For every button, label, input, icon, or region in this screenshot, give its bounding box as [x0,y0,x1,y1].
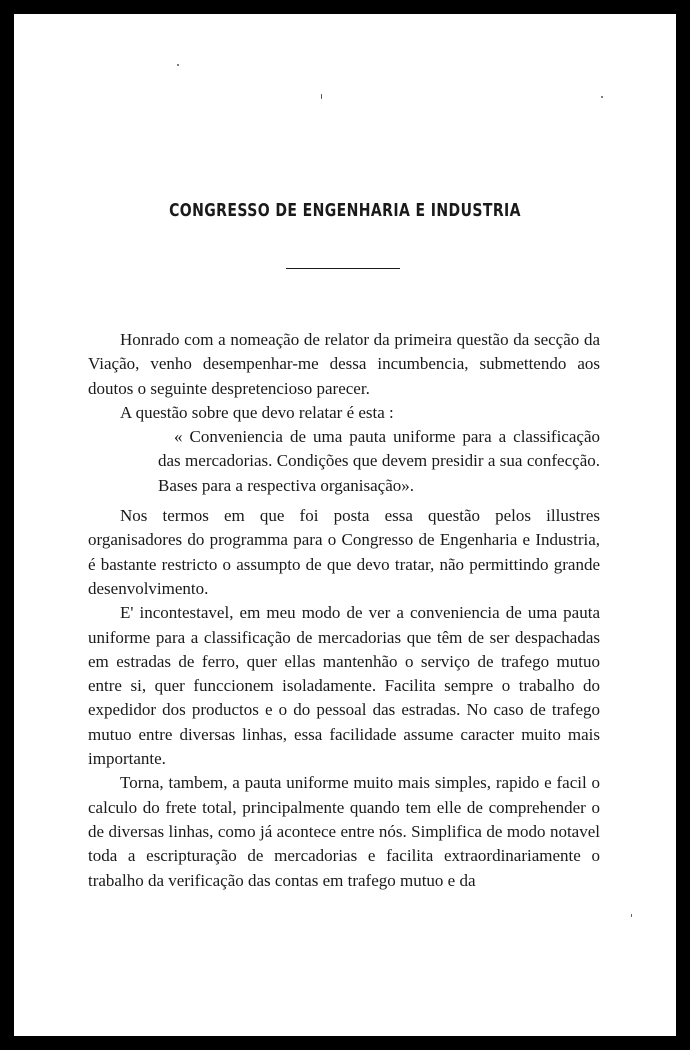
print-speck [601,96,603,98]
paragraph: Nos termos em que foi posta essa questão pelos illustres organisadores do programma para o Congresso de Engenharia e Industria, é bastante restricto o assumpto de que devo tratar, não permittindo grande desenvolvimento. [88,506,600,598]
document-page [14,14,676,1036]
document-body [88,328,600,893]
print-speck [631,914,632,917]
title-divider [286,268,400,269]
paragraph: Honrado com a nomeação de relator da primeira questão da secção da Viação, venho desempenhar-me dessa incumbencia, submettendo aos doutos o seguinte despretencioso parecer. [88,330,600,398]
print-speck [321,94,322,99]
paragraph: E' incontestavel, em meu modo de ver a conveniencia de uma pauta uniforme para a classificação de mercadorias que têm de ser despachadas em estradas de ferro, quer ellas mantenhão o serviço de trafego mutuo entre si, quer funccionem isoladamente. Facilita sempre o trabalho do expedidor dos productos e o do pessoal das estradas. No caso de trafego mutuo entre diversas linhas, essa facilidade assume caracter muito mais importante. [88,603,600,769]
page-title: CONGRESSO DE ENGENHARIA E INDUSTRIA [169,200,521,221]
block-quote: « Conveniencia de uma pauta uniforme para a classificação das mercadorias. Condições que devem presidir a sua confecção. Bases para a respectiva organisação». [158,427,600,495]
print-speck [177,64,179,66]
paragraph: Torna, tambem, a pauta uniforme muito mais simples, rapido e facil o calculo do frete total, principalmente quando tem elle de comprehender o de diversas linhas, como já acontece entre nós. Simplifica de modo notavel toda a escripturação de mercadorias e facilita extraordinariamente o trabalho da verificação das contas em trafego mutuo e da [88,773,600,890]
paragraph: A questão sobre que devo relatar é esta : [120,402,394,422]
